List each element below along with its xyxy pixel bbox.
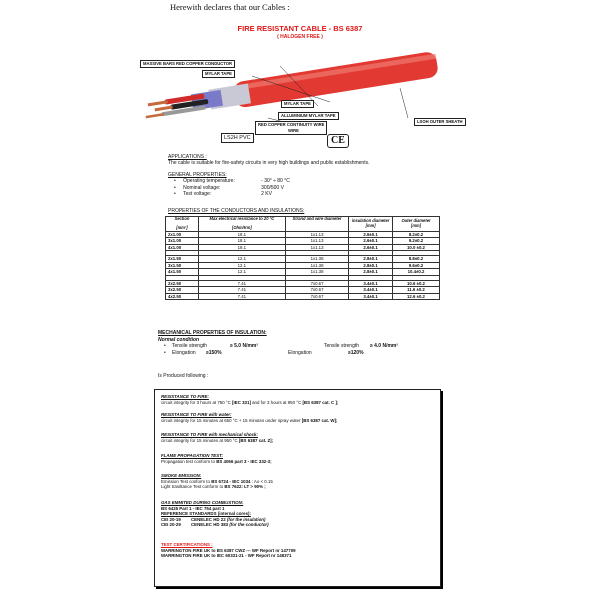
label-continuity-wire: [255, 121, 327, 135]
table-row: 2x1.50 12.1 1x1.38 2.8±0.1 8.8±0.2: [166, 256, 440, 263]
label-outer-sheath: LSOH OUTER SHEATH: [414, 118, 466, 126]
conductor-2: [155, 106, 173, 112]
col-insulation: insulation diameter [mm]: [349, 217, 393, 232]
mechanical-section: MECHANICAL PROPERTIES OF INSULATION: Normal condition • Tensile strength ≥ 5.0 N/mm² Tensile strength ≥ 4.0 N/mm² • Elongation ≥150% Elongation ≥120%: [158, 330, 448, 356]
col-section: Section [mm²]: [166, 217, 199, 232]
table-row: 2x1.00 18.1 1x1.13 2.6±0.1 8.2±0.2: [166, 231, 440, 238]
conductor-3: [146, 113, 164, 118]
elongation-value: ≥150%: [206, 349, 222, 356]
shock-block: RESISTANCE TO FIRE with mechanical shock: circuit integrity for 15 minutes at 950 °C [BS 6387 cat. Z];: [161, 432, 274, 443]
produced-following: Is Produced following :: [158, 373, 209, 379]
applications-section: [168, 154, 370, 166]
label-mylar-top: MYLAR TAPE: [202, 70, 235, 78]
conductor-1: [148, 100, 168, 106]
reference-heading: REFERENCE STANDARDS (internal cores):: [161, 511, 251, 517]
label-mylar-tape: MYLAR TAPE: [281, 100, 314, 108]
smoke-heading: SMOKE EMISSION:: [161, 473, 202, 478]
water-heading: RESISTANCE TO FIRE with water:: [161, 412, 232, 417]
test-standards-box: [154, 389, 441, 587]
certification-item: WARRINGTON FIRE UK to IEC 60331-21 - WF Report nr 148371: [161, 553, 292, 559]
gas-block: GAS EMMITED DURING COMBUSTION: BS 6425 Part 1 - IEC 754 part 1 REFERENCE STANDARDS (internal cores): CEI 20-19 CENELEC HD 22 (for the insulation) CEI 20-29 CENELEC HD 383 (for the conductor): [161, 500, 269, 528]
label-alu-tape: ALLUMINIUM MYLAR TAPE: [278, 112, 339, 120]
label-continuity-line2: WIRE: [288, 128, 299, 133]
gas-heading: GAS EMMITED DURING COMBUSTION:: [161, 500, 244, 505]
label-conductor: MASSIVE BARS RED COPPER CONDUCTOR: [140, 60, 235, 68]
general-item: • Operating temperature: - 30° ÷ 80 °C: [174, 178, 290, 184]
elongation-value-2: ≥120%: [348, 349, 364, 356]
flame-block: FLAME PROPAGATION TEST: Propagation test conform to BS 4066 part 3 - IEC 332-3;: [161, 453, 272, 464]
tensile-label-2: Tensile strength: [324, 343, 360, 349]
applications-heading: APPLICATIONS :: [168, 154, 207, 160]
general-heading: GENERAL PROPERTIES:: [168, 172, 227, 178]
label-ls2h-pvc: LS2H PVC: [221, 133, 254, 143]
page-subtitle: ( HALOGEN FREE ): [277, 34, 323, 40]
label-continuity-line1: RED COPPER CONTINUITY WIRE: [258, 122, 325, 127]
fire-block: RESISTANCE TO FIRE: circuit integrity for 3 hours at 750 °C [IEC 331] and for 3 hours at 950 °C [BS 6387 cat. C ];: [161, 394, 339, 405]
shock-heading: RESISTANCE TO FIRE with mechanical shock:: [161, 432, 258, 437]
table-row: 4x1.50 12.1 1x1.38 2.8±0.1 10.4±0.2: [166, 269, 440, 276]
conductors-heading: PROPERTIES OF THE CONDUCTORS AND INSULATIONS:: [168, 208, 305, 214]
tensile-value-2: ≥ 4.0 N/mm²: [370, 343, 399, 349]
table-row: 3x2.50 7.41 7x0.67 3.4±0.1 11.6 ±0.2: [166, 287, 440, 294]
certifications-block: [161, 542, 296, 559]
declaration-text: Herewith declares that our Cables :: [170, 2, 290, 12]
col-outer: Outer diameter [mm]: [393, 217, 440, 232]
conductors-table: [165, 216, 440, 300]
elongation-label: Elongation: [172, 349, 196, 356]
applications-text: The cable is suitable for fire-safety circuits in very high buildings and public establishments.: [168, 160, 370, 166]
col-resistance: Max electrical resistance to 20 °C [Ohm/Km]: [198, 217, 285, 232]
col-strand: Strand and wire diameter: [285, 217, 348, 232]
water-block: RESISTANCE TO FIRE with water: circuit integrity for 15 minutes at 650 °C + 15 minutes under spray water [BS 6387 cat. W];: [161, 412, 338, 423]
table-row: 3x1.50 12.1 1x1.38 2.8±0.1 9.6±0.2: [166, 262, 440, 269]
tensile-value: ≥ 5.0 N/mm²: [230, 343, 259, 349]
table-row: 2x2.50 7.41 7x0.67 3.4±0.1 10.6 ±0.2: [166, 280, 440, 287]
elongation-label-2: Elongation: [288, 349, 312, 356]
table-row: 4x2.50 7.41 7x0.67 3.4±0.1 12.6 ±0.2: [166, 293, 440, 300]
table-row: 3x1.00 18.1 1x1.13 2.6±0.1 9.2±0.2: [166, 238, 440, 245]
certifications-heading: TEST CERTIFICATIONS :: [161, 542, 213, 547]
page-title: FIRE RESISTANT CABLE - BS 6387: [237, 24, 363, 33]
mechanical-condition: Normal condition: [158, 336, 200, 343]
flame-heading: FLAME PROPAGATION TEST:: [161, 453, 223, 458]
general-properties: [168, 172, 290, 198]
mechanical-heading: MECHANICAL PROPERTIES OF INSULATION:: [158, 330, 267, 336]
fire-heading: RESISTANCE TO FIRE:: [161, 394, 209, 399]
smoke-block: SMOKE EMISSION: Emission Test conform to BS 6724 - IEC 1034 : Ao < 0.15 Light trasittance Test conform to BS 7622: LT > 90% ;: [161, 473, 273, 490]
table-row: 4x1.00 18.1 1x1.13 2.6±0.1 10.0 ±0.2: [166, 244, 440, 251]
certification-item: WARRINGTON FIRE UK to BS 6387 CWZ --- WF Report nr 147709: [161, 547, 296, 553]
tensile-label: Tensile strength: [172, 343, 208, 349]
general-item: • Nominal voltage: 300/500 V: [174, 184, 284, 191]
general-item: • Test voltage: 2 KV: [174, 191, 272, 197]
ce-mark: CE: [327, 134, 349, 148]
